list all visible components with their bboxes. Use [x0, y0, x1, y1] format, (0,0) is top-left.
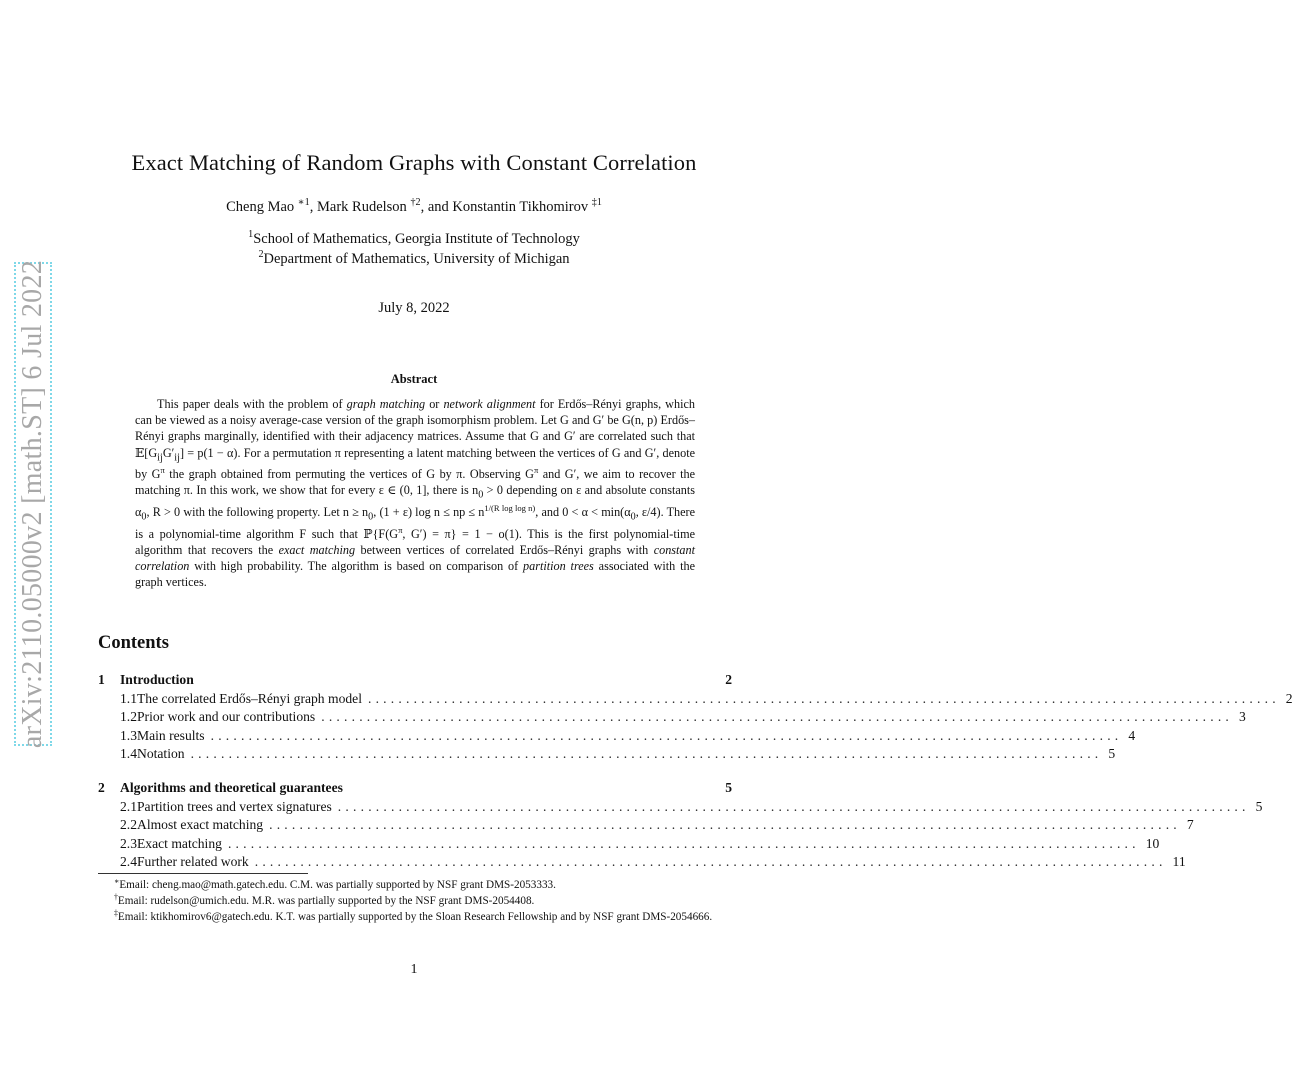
- footnote-rule: [98, 873, 308, 874]
- footnotes: [98, 877, 732, 926]
- toc-section-title: Introduction: [120, 672, 194, 687]
- toc-section-number: 1: [98, 672, 105, 687]
- toc-leader-dots: ........................................................................................................................: [337, 799, 1250, 814]
- toc-page-number: 10: [1145, 835, 1160, 851]
- toc-subsection-entry[interactable]: [98, 691, 1293, 709]
- toc-leader-dots: ........................................................................................................................: [190, 745, 1103, 761]
- toc-section-title: Algorithms and theoretical guarantees: [120, 780, 343, 795]
- toc-subsection-entry[interactable]: [98, 727, 1136, 746]
- toc-subsection-number: 1.1: [120, 691, 137, 706]
- author-mark: ∗1: [297, 197, 310, 209]
- author-name: and Konstantin Tikhomirov: [427, 199, 589, 215]
- toc-leader-dots: ........................................................................................................................: [227, 835, 1140, 851]
- toc-page-number: 11: [1172, 853, 1186, 869]
- toc-subsection-title: The correlated Erdős–Rényi graph model: [137, 691, 362, 706]
- affiliation-text: School of Mathematics, Georgia Institute of Technology: [253, 231, 580, 247]
- affiliation-mark: 1: [248, 229, 254, 241]
- toc-subsection-entry[interactable]: [98, 709, 1246, 727]
- toc-subsection-number: 1.2: [120, 709, 137, 725]
- toc-page-number: 2: [725, 672, 732, 687]
- footnote: †Email: rudelson@umich.edu. M.R. was partially supported by the NSF grant DMS-2054408.: [114, 892, 535, 908]
- contents-heading: Contents: [98, 633, 169, 653]
- toc-leader-dots: ........................................................................................................................: [269, 817, 1181, 833]
- toc-page-number: 2: [1285, 691, 1293, 706]
- arxiv-stamp-text: arXiv:2110.05000v2 [math.ST] 6 Jul 2022: [17, 259, 48, 749]
- toc-subsection-number: 2.1: [120, 799, 137, 814]
- toc-page-number: 5: [1255, 799, 1263, 814]
- affiliation: [0, 251, 828, 268]
- toc-section-entry[interactable]: [98, 780, 732, 798]
- paper-date: July 8, 2022: [378, 300, 450, 316]
- toc-subsection-entry[interactable]: [98, 817, 1194, 835]
- toc-subsection-title: Notation: [137, 745, 185, 761]
- affiliation-mark: 2: [258, 249, 264, 261]
- toc-subsection-number: 1.3: [120, 727, 137, 743]
- toc-subsection-number: 2.3: [120, 835, 137, 851]
- abstract-body: [135, 396, 695, 591]
- toc-leader-dots: ........................................................................................................................: [254, 853, 1167, 869]
- toc-subsection-title: Exact matching: [137, 835, 222, 851]
- affiliation-text: Department of Mathematics, University of Michigan: [263, 251, 570, 267]
- toc-page-number: 3: [1239, 709, 1246, 725]
- toc-subsection-entry[interactable]: [98, 853, 1186, 872]
- author-line: Cheng Mao $^{∗1}$, Mark Rudelson $^{\dagger 2}$, and Konstantin Tikhomirov $^{\ddagger 1}$: [226, 197, 602, 215]
- toc-leader-dots: ........................................................................................................................: [210, 727, 1123, 743]
- footnote: ‡Email: ktikhomirov6@gatech.edu. K.T. was partially supported by the Sloan Research Fellowship and by NSF grant DMS-2054666.: [114, 908, 713, 924]
- page-number: 1: [410, 962, 418, 977]
- toc-subsection-title: Partition trees and vertex signatures: [137, 799, 332, 814]
- abstract-paragraph: This paper deals with the problem of graph matching or network alignment for Erdős–Rényi graphs, which can be viewed as a noisy average-case version of the graph isomorphism problem. Let G and G′ be G(n, p) Erdős–Rényi graphs marginally, identified with their adjacency matrices. Assume that G and G′ are correlated such that $𝔼[G_{ij}G'_{ij}] = p(1 - \alpha)$. For a permutation π representing a latent matching between the vertices of G and G′, denote by $G^\pi$ the graph obtained from permuting the vertices of G by π. Observing $G^\pi$ and G′, we aim to recover the matching π. In this work, we show that for every ε ∈ (0, 1], there is $n_0 > 0$ depending on ε and absolute constants $\alpha_0$, R > 0 with the following property. Let $n \ge n_0$, (1 + ε) log n ≤ np ≤ $n^{1/(R log log n)}$, and $0 < \alpha < \min(\alpha_0$, ε/4). There is a polynomial-time algorithm F such that $ℙ\{F(G^\pi$, G′) = π} = 1 − o(1). This is the first polynomial-time algorithm that recovers the exact matching between vertices of correlated Erdős–Rényi graphs with constant correlation with high probability. The algorithm is based on comparison of partition trees associated with the graph vertices.: [135, 397, 696, 590]
- toc-section-number: 2: [98, 780, 105, 795]
- toc-subsection-title: Main results: [137, 727, 205, 743]
- toc-page-number: 4: [1128, 727, 1136, 743]
- abstract-heading: Abstract: [390, 372, 438, 386]
- toc-subsection-number: 2.4: [120, 853, 137, 869]
- toc-subsection-title: Almost exact matching: [137, 817, 264, 833]
- toc-subsection-entry[interactable]: [98, 745, 1116, 764]
- toc-section-entry[interactable]: [98, 672, 732, 690]
- author-name: Mark Rudelson: [317, 199, 407, 215]
- toc-subsection-title: Further related work: [137, 853, 249, 869]
- footnote: ∗Email: cheng.mao@math.gatech.edu. C.M. was partially supported by NSF grant DMS-2053333.: [114, 876, 556, 891]
- toc-leader-dots: ........................................................................................................................: [367, 691, 1280, 706]
- author-name: Cheng Mao: [226, 199, 295, 215]
- toc-leader-dots: ........................................................................................................................: [321, 709, 1234, 725]
- affiliation: [0, 231, 828, 248]
- toc-page-number: 5: [1108, 745, 1116, 761]
- toc-subsection-entry[interactable]: [98, 835, 1160, 854]
- toc-subsection-number: 1.4: [120, 745, 137, 761]
- toc-page-number: 7: [1186, 817, 1194, 833]
- author-mark: †2: [410, 197, 421, 209]
- toc-subsection-entry[interactable]: [98, 799, 1263, 817]
- toc-page-number: 5: [725, 780, 732, 795]
- arxiv-stamp: [14, 259, 52, 749]
- paper-title: Exact Matching of Random Graphs with Constant Correlation: [131, 150, 697, 175]
- author-mark: ‡1: [591, 197, 602, 209]
- toc-subsection-number: 2.2: [120, 817, 137, 833]
- toc-subsection-title: Prior work and our contributions: [137, 709, 316, 725]
